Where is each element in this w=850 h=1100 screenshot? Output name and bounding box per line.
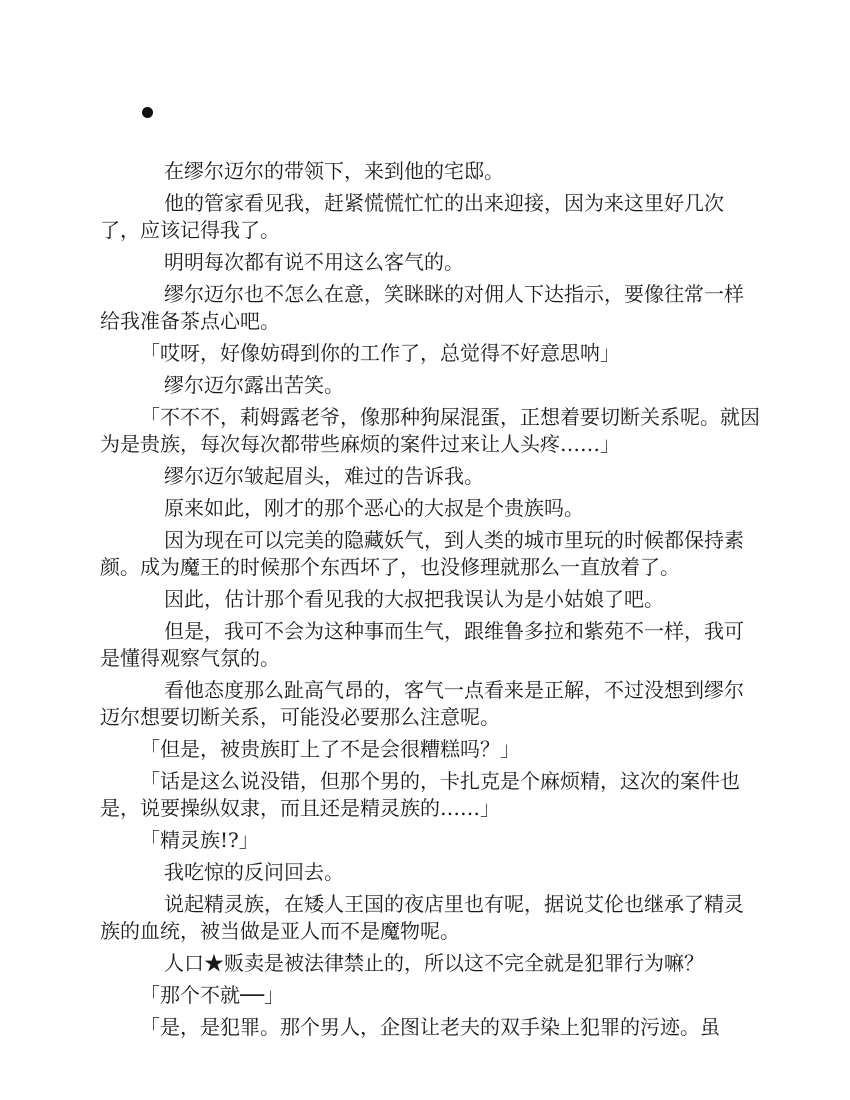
body-text xyxy=(100,158,760,1046)
dialogue-line: 「精灵族!?」 xyxy=(140,828,259,852)
paragraph: 明明每次都有说不用这么客气的。 xyxy=(164,250,464,274)
paragraph: 但是，我可不会为这种事而生气，跟维鲁多拉和紫苑不一样，我可是懂得观察气氛的。 xyxy=(100,619,744,670)
paragraph: 缪尔迈尔皱起眉头，难过的告诉我。 xyxy=(164,464,484,488)
paragraph: 原来如此，刚才的那个恶心的大叔是个贵族吗。 xyxy=(164,496,584,520)
dialogue-line: 「那个不就──」 xyxy=(140,983,285,1007)
dialogue-line: 「话是这么说没错，但那个男的，卡扎克是个麻烦精，这次的案件也是，说要操纵奴隶，而且还是精灵族的……」 xyxy=(100,769,740,820)
paragraph: 看他态度那么趾高气昂的，客气一点看来是正解，不过没想到缪尔迈尔想要切断关系，可能没必要那么注意呢。 xyxy=(100,678,744,729)
paragraph: 在缪尔迈尔的带领下，来到他的宅邸。 xyxy=(164,159,504,183)
paragraph: 缪尔迈尔也不怎么在意，笑眯眯的对佣人下达指示，要像往常一样给我准备茶点心吧。 xyxy=(100,282,744,333)
dialogue-line: 「哎呀，好像妨碍到你的工作了，总觉得不好意思呐」 xyxy=(140,341,620,365)
paragraph: 人口★贩卖是被法律禁止的，所以这不完全就是犯罪行为嘛？ xyxy=(164,951,704,975)
paragraph: 缪尔迈尔露出苦笑。 xyxy=(164,373,344,397)
bullet-icon xyxy=(142,107,153,118)
paragraph: 说起精灵族，在矮人王国的夜店里也有呢，据说艾伦也继承了精灵族的血统，被当做是亚人而不是魔物呢。 xyxy=(100,892,744,943)
paragraph: 他的管家看见我，赶紧慌慌忙忙的出来迎接，因为来这里好几次了，应该记得我了。 xyxy=(100,191,724,242)
paragraph: 因为现在可以完美的隐藏妖气，到人类的城市里玩的时候都保持素颜。成为魔王的时候那个东西坏了，也没修理就那么一直放着了。 xyxy=(100,528,744,579)
paragraph: 我吃惊的反问回去。 xyxy=(164,860,344,884)
dialogue-line: 「是，是犯罪。那个男人，企图让老夫的双手染上犯罪的污迹。虽 xyxy=(140,1015,720,1039)
dialogue-line: 「但是，被贵族盯上了不是会很糟糕吗？」 xyxy=(140,737,520,761)
paragraph: 因此，估计那个看见我的大叔把我误认为是小姑娘了吧。 xyxy=(164,587,664,611)
dialogue-line: 「不不不，莉姆露老爷，像那种狗屎混蛋，正想着要切断关系呢。就因为是贵族，每次每次都带些麻烦的案件过来让人头疼……」 xyxy=(100,405,760,456)
